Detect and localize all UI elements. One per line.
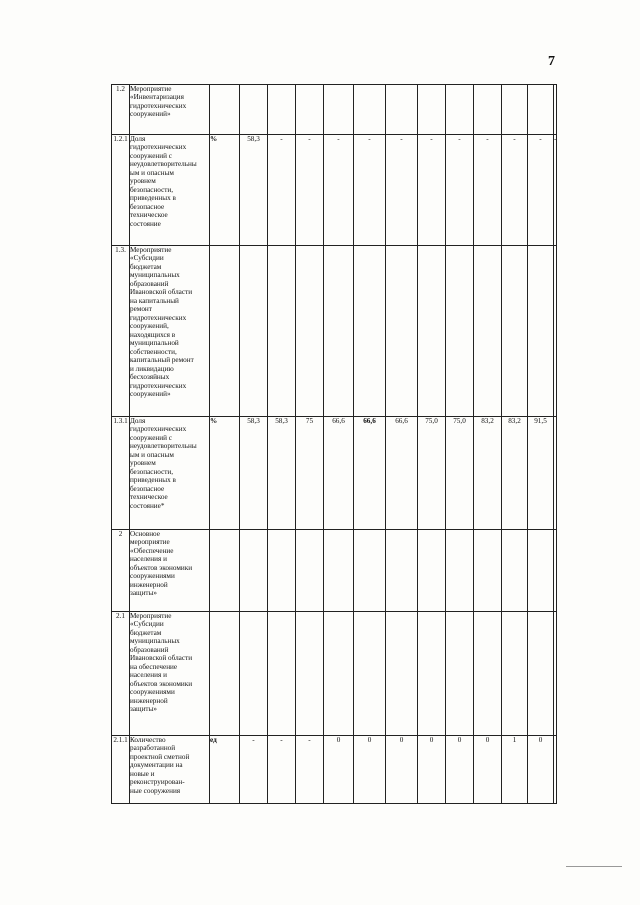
value-cell: [554, 246, 557, 417]
value-cell: [502, 246, 528, 417]
description-line: населения и: [130, 555, 167, 564]
value-cell: [446, 530, 474, 612]
description-line: новые и: [130, 769, 155, 778]
value-cell: -: [296, 135, 324, 246]
description-line: бесхозяйных: [130, 373, 170, 382]
description-line: образований: [130, 279, 169, 288]
value-cell: [502, 85, 528, 135]
description-line: бюджетам: [130, 628, 162, 637]
description-line: сооружений с: [130, 433, 172, 442]
value-cell: [268, 246, 296, 417]
description-line: уровнем: [130, 459, 156, 468]
description-line: «Субсидии: [130, 620, 164, 629]
value-cell: -: [268, 736, 296, 804]
description-line: «Обеспечение: [130, 546, 174, 555]
value-cell: 75,0: [418, 417, 446, 530]
value-cell: [240, 612, 268, 736]
row-description: [130, 135, 210, 246]
value-cell: [324, 612, 354, 736]
description-line: объектов экономики: [130, 563, 193, 572]
value-cell: [268, 530, 296, 612]
value-cell: -: [554, 135, 557, 246]
description-line: гидротехнических: [130, 425, 187, 434]
description-line: населения и: [130, 671, 167, 680]
description-line: Мероприятие: [130, 612, 172, 620]
row-unit: %: [210, 417, 240, 530]
value-cell: [474, 85, 502, 135]
table-row: [112, 135, 557, 246]
value-cell: 0: [446, 736, 474, 804]
value-cell: 83,2: [474, 417, 502, 530]
description-line: мероприятие: [130, 538, 170, 547]
row-number: 2: [112, 530, 130, 612]
value-cell: [240, 85, 268, 135]
value-cell: -: [418, 135, 446, 246]
description-line: неудовлетворительны: [130, 160, 197, 169]
description-line: инженерной: [130, 580, 168, 589]
value-cell: [324, 85, 354, 135]
value-cell: -: [354, 135, 386, 246]
value-cell: [386, 612, 418, 736]
row-description: [130, 417, 210, 530]
description-line: сооружениями: [130, 688, 175, 697]
description-line: реконструирован-: [130, 778, 185, 787]
value-cell: 66,6: [354, 417, 386, 530]
value-cell: -: [474, 135, 502, 246]
description-line: «Субсидии: [130, 254, 164, 263]
row-number: 1.3.: [112, 246, 130, 417]
value-cell: [474, 246, 502, 417]
value-cell: [324, 246, 354, 417]
value-cell: 66,6: [324, 417, 354, 530]
indicators-table: [111, 84, 557, 804]
value-cell: [502, 530, 528, 612]
description-line: техническое: [130, 211, 168, 220]
row-description: [130, 612, 210, 736]
value-cell: -: [502, 135, 528, 246]
value-cell: [354, 612, 386, 736]
description-line: состояние*: [130, 501, 165, 510]
value-cell: [554, 417, 557, 530]
value-cell: -: [296, 736, 324, 804]
value-cell: 0: [474, 736, 502, 804]
description-line: сооружений с: [130, 151, 172, 160]
value-cell: [446, 85, 474, 135]
row-unit: %: [210, 135, 240, 246]
value-cell: [554, 530, 557, 612]
value-cell: [354, 246, 386, 417]
description-line: безопасное: [130, 202, 165, 211]
description-line: сооружений»: [130, 390, 171, 399]
table-row: [112, 85, 557, 135]
description-line: разработанной: [130, 744, 176, 753]
description-line: Количество: [130, 736, 166, 744]
row-number: 2.1.1: [112, 736, 130, 804]
row-unit: [210, 246, 240, 417]
description-line: неудовлетворительны: [130, 442, 197, 451]
footer-line: [566, 866, 622, 867]
row-number: 1.3.1: [112, 417, 130, 530]
description-line: проектной сметной: [130, 752, 190, 761]
value-cell: [446, 246, 474, 417]
value-cell: [240, 530, 268, 612]
description-line: муниципальной: [130, 339, 179, 348]
description-line: гидротехнических: [130, 101, 187, 110]
value-cell: 58,3: [240, 135, 268, 246]
page-number: 7: [548, 54, 555, 69]
description-line: Ивановской области: [130, 654, 193, 663]
value-cell: [296, 246, 324, 417]
description-line: сооружениями: [130, 572, 175, 581]
value-cell: [354, 85, 386, 135]
row-number: 1.2: [112, 85, 130, 135]
description-line: Основное: [130, 530, 160, 538]
description-line: защиты»: [130, 705, 157, 714]
value-cell: [386, 246, 418, 417]
value-cell: [418, 530, 446, 612]
row-description: [130, 530, 210, 612]
description-line: защиты»: [130, 589, 157, 598]
description-line: гидротехнических: [130, 313, 187, 322]
description-line: собственности,: [130, 347, 177, 356]
value-cell: -: [386, 135, 418, 246]
row-description: [130, 736, 210, 804]
value-cell: -: [268, 135, 296, 246]
value-cell: [502, 612, 528, 736]
description-line: ым и опасным: [130, 168, 174, 177]
description-line: муниципальных: [130, 271, 180, 280]
table-row: [112, 417, 557, 530]
value-cell: [296, 612, 324, 736]
row-number: 2.1: [112, 612, 130, 736]
value-cell: 0: [324, 736, 354, 804]
description-line: приведенных в: [130, 194, 176, 203]
value-cell: 58,3: [268, 417, 296, 530]
value-cell: [554, 85, 557, 135]
value-cell: [554, 736, 557, 804]
table-row: [112, 246, 557, 417]
description-line: безопасное: [130, 484, 165, 493]
description-line: Мероприятие: [130, 85, 172, 93]
row-number: 1.2.1: [112, 135, 130, 246]
description-line: бюджетам: [130, 262, 162, 271]
description-line: ремонт: [130, 305, 152, 314]
description-line: образований: [130, 645, 169, 654]
value-cell: [354, 530, 386, 612]
description-line: на капитальный: [130, 296, 179, 305]
value-cell: [418, 246, 446, 417]
value-cell: 58,3: [240, 417, 268, 530]
value-cell: [418, 85, 446, 135]
description-line: состояние: [130, 219, 161, 228]
description-line: и ликвидацию: [130, 364, 174, 373]
value-cell: 91,5: [528, 417, 554, 530]
table-row: [112, 612, 557, 736]
value-cell: 83,2: [502, 417, 528, 530]
value-cell: [474, 530, 502, 612]
row-description: [130, 85, 210, 135]
row-unit: ед: [210, 736, 240, 804]
description-line: техническое: [130, 493, 168, 502]
description-line: гидротехнических: [130, 143, 187, 152]
description-line: Ивановской области: [130, 288, 193, 297]
description-line: муниципальных: [130, 637, 180, 646]
value-cell: -: [240, 736, 268, 804]
value-cell: -: [446, 135, 474, 246]
description-line: уровнем: [130, 177, 156, 186]
value-cell: 75,0: [446, 417, 474, 530]
description-line: безопасности,: [130, 467, 174, 476]
value-cell: 0: [528, 736, 554, 804]
value-cell: [296, 530, 324, 612]
value-cell: [386, 85, 418, 135]
value-cell: [268, 612, 296, 736]
value-cell: 0: [354, 736, 386, 804]
table-row: [112, 736, 557, 804]
description-line: на обеспечение: [130, 662, 178, 671]
value-cell: [296, 85, 324, 135]
value-cell: [528, 530, 554, 612]
value-cell: -: [528, 135, 554, 246]
description-line: безопасности,: [130, 185, 174, 194]
row-unit: [210, 85, 240, 135]
value-cell: [554, 612, 557, 736]
value-cell: [386, 530, 418, 612]
value-cell: 0: [418, 736, 446, 804]
description-line: сооружений,: [130, 322, 169, 331]
value-cell: [446, 612, 474, 736]
value-cell: 0: [386, 736, 418, 804]
description-line: документации на: [130, 761, 183, 770]
description-line: сооружений»: [130, 110, 171, 119]
value-cell: 1: [502, 736, 528, 804]
description-line: объектов экономики: [130, 679, 193, 688]
description-line: инженерной: [130, 696, 168, 705]
description-line: приведенных в: [130, 476, 176, 485]
description-line: капитальный ремонт: [130, 356, 194, 365]
description-line: ные сооружения: [130, 786, 181, 795]
value-cell: 75: [296, 417, 324, 530]
value-cell: [528, 246, 554, 417]
value-cell: [528, 612, 554, 736]
value-cell: -: [324, 135, 354, 246]
description-line: Доля: [130, 417, 146, 425]
table-row: [112, 530, 557, 612]
row-unit: [210, 530, 240, 612]
value-cell: [474, 612, 502, 736]
value-cell: [240, 246, 268, 417]
description-line: Доля: [130, 135, 146, 143]
value-cell: [268, 85, 296, 135]
value-cell: [324, 530, 354, 612]
description-line: «Инвентаризация: [130, 93, 184, 102]
value-cell: [418, 612, 446, 736]
row-description: [130, 246, 210, 417]
description-line: гидротехнических: [130, 381, 187, 390]
description-line: находящихся в: [130, 330, 176, 339]
description-line: Мероприятие: [130, 246, 172, 254]
row-unit: [210, 612, 240, 736]
value-cell: [528, 85, 554, 135]
value-cell: 66,6: [386, 417, 418, 530]
description-line: ым и опасным: [130, 450, 174, 459]
